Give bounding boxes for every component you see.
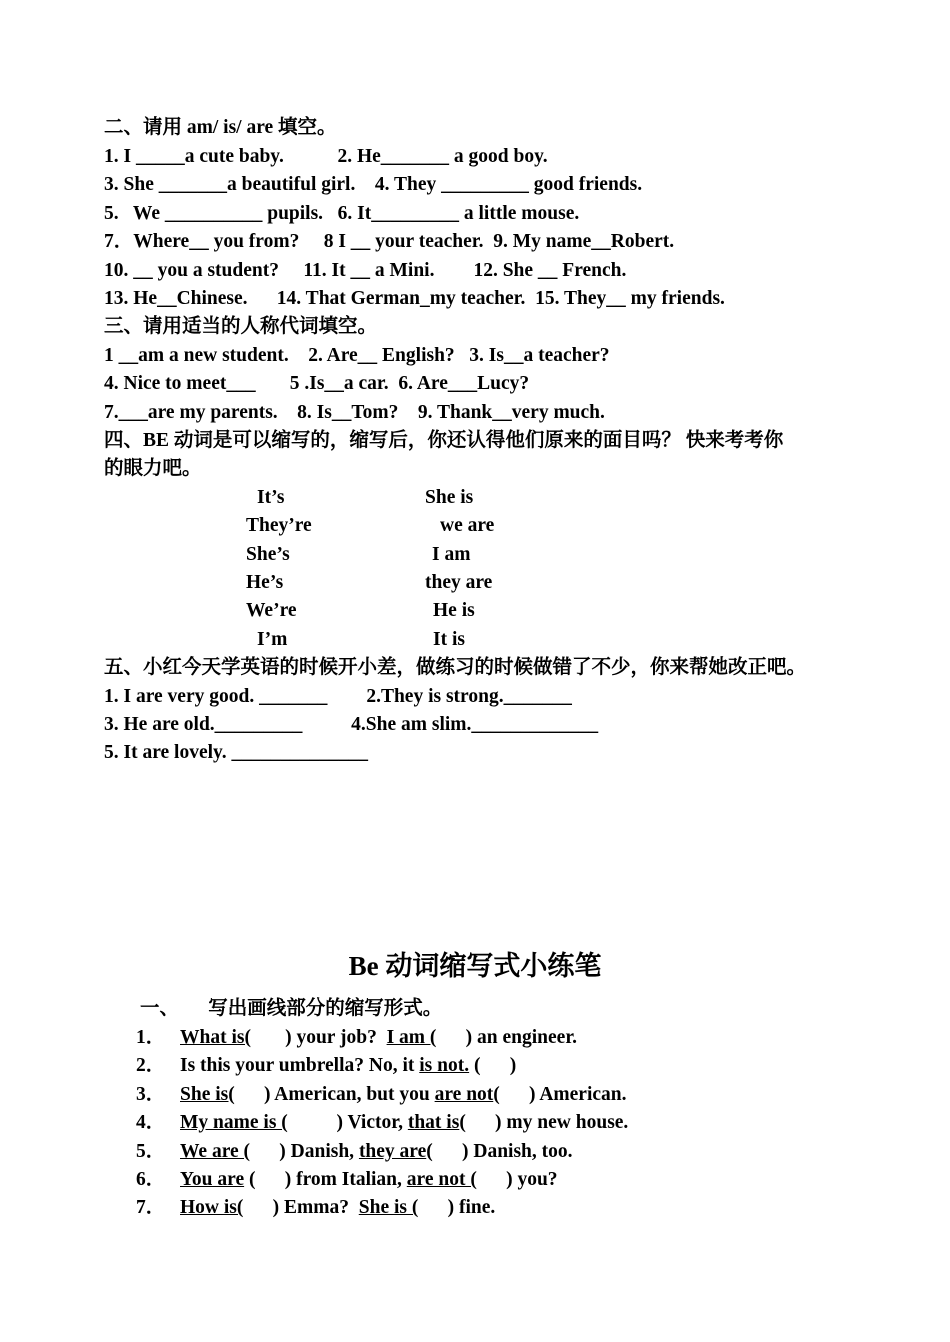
question-text: ) you? [476, 1169, 558, 1190]
underlined-phrase: that is [407, 1112, 460, 1134]
practice-question [136, 1138, 573, 1166]
underlined-phrase: You are [180, 1169, 245, 1190]
question-text: ) Emma? [243, 1197, 359, 1219]
question-text: ( ) my new house. [459, 1112, 629, 1134]
contraction-left: She’s [246, 544, 290, 565]
contraction-right: It is [433, 629, 465, 650]
contraction-right: I am [432, 544, 471, 565]
question-number: 7． [136, 1197, 166, 1219]
part-two-line: 1. I _____a cute baby. 2. He_______ a good boy. [104, 146, 548, 167]
question-text: ( ) [469, 1055, 517, 1077]
question-text: Is this your umbrella? No, it [180, 1055, 420, 1077]
question-text: ) an engineer. [436, 1027, 578, 1048]
underlined-phrase: they are [358, 1140, 427, 1162]
part-two-heading: 二、请用 am/ is/ are 填空。 [104, 117, 337, 138]
part-three-heading: 三、请用适当的人称代词填空。 [104, 316, 378, 337]
underlined-phrase: How is( [180, 1197, 244, 1219]
underlined-phrase: What is( [180, 1027, 251, 1048]
question-text: ) your job? [250, 1027, 387, 1048]
practice-section-heading: 一、 写出画线部分的缩写形式。 [140, 998, 443, 1019]
practice-question [136, 1109, 628, 1137]
question-number: 6． [136, 1169, 166, 1190]
question-number: 4． [136, 1112, 166, 1134]
practice-question [136, 1081, 627, 1109]
part-five-line: 3. He are old._________ 4.She am slim._____________ [104, 714, 599, 735]
underlined-phrase: My name is ( [180, 1112, 288, 1134]
part-five-line: 1. I are very good. _______ 2.They is strong._______ [104, 686, 572, 707]
practice-question [136, 1166, 558, 1194]
part-three-line: 1 __am a new student. 2. Are__ English? 3. Is__a teacher? [104, 345, 610, 366]
question-text: ) Danish, [250, 1140, 359, 1162]
contraction-left: It’s [257, 487, 285, 508]
question-text: ( ) Danish, too. [426, 1140, 573, 1162]
contraction-left: We’re [246, 600, 297, 621]
underlined-phrase: She is ( [358, 1197, 419, 1219]
underlined-phrase: I am ( [386, 1027, 437, 1048]
practice-question [136, 1052, 516, 1080]
question-number: 1． [136, 1027, 166, 1048]
contraction-left: They’re [246, 515, 312, 536]
question-number: 5． [136, 1140, 166, 1162]
contraction-right: we are [440, 515, 495, 536]
practice-title: Be 动词缩写式小练笔 [348, 951, 602, 981]
practice-question [136, 1024, 577, 1052]
question-text: ( ) American. [493, 1083, 627, 1105]
part-two-line: 10. __ you a student? 11. It __ a Mini. 12. She __ French. [104, 260, 627, 281]
contraction-right: He is [433, 600, 475, 621]
underlined-phrase: We are ( [180, 1140, 251, 1162]
underlined-phrase: are not [434, 1083, 494, 1105]
question-text: ) American, but you [234, 1083, 435, 1105]
contraction-right: She is [425, 487, 474, 508]
contraction-right: they are [425, 572, 493, 593]
question-text: ) Victor, [287, 1112, 408, 1134]
underlined-phrase: She is( [180, 1083, 235, 1105]
underlined-phrase: is not. [419, 1055, 470, 1077]
part-three-line: 4. Nice to meet___ 5 .Is__a car. 6. Are___Lucy? [104, 373, 530, 394]
part-three-line: 7.___are my parents. 8. Is__Tom? 9. Thank__very much. [104, 402, 605, 423]
contraction-left: I’m [257, 629, 288, 650]
part-two-line: 13. He__Chinese. 14. That German_my teacher. 15. They__ my friends. [104, 288, 725, 309]
part-five-line: 5. It are lovely. ______________ [104, 742, 368, 763]
part-five-heading: 五、小红今天学英语的时候开小差，做练习的时候做错了不少，你来帮她改正吧。 [104, 657, 807, 678]
part-four-heading-cont: 的眼力吧。 [104, 458, 202, 479]
question-text: ( ) from Italian, [244, 1169, 407, 1190]
contraction-left: He’s [246, 572, 284, 593]
part-four-heading: 四、BE 动词是可以缩写的，缩写后，你还认得他们原来的面目吗？ 快来考考你 [104, 430, 784, 451]
part-two-line: 7．Where__ you from? 8 I __ your teacher. 9. My name__Robert. [104, 231, 675, 252]
practice-question [136, 1194, 495, 1222]
part-two-line: 5. We __________ pupils. 6. It_________ a little mouse. [104, 203, 580, 224]
part-two-line: 3. She _______a beautiful girl. 4. They _________ good friends. [104, 174, 643, 195]
question-text: ) fine. [418, 1197, 496, 1219]
question-number: 2． [136, 1055, 166, 1077]
question-number: 3． [136, 1083, 166, 1105]
underlined-phrase: are not ( [406, 1169, 477, 1190]
